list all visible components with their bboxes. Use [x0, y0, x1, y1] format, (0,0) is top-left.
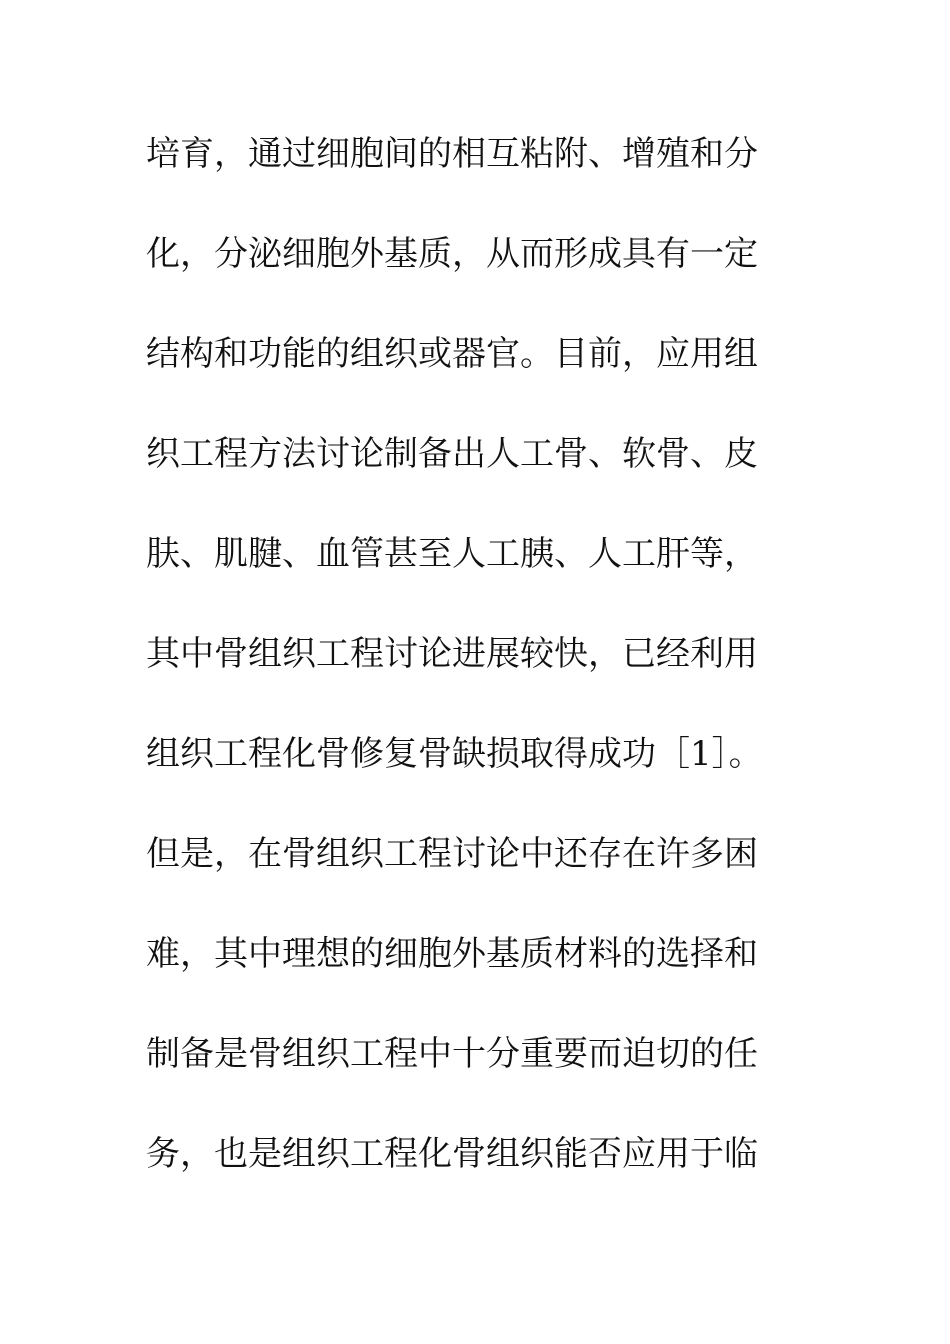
- text-line: 组织工程化骨修复骨缺损取得成功［1］。: [146, 734, 763, 774]
- text-line: 其中骨组织工程讨论进展较快，已经利用: [146, 634, 758, 674]
- text-line: 结构和功能的组织或器官。目前，应用组: [146, 334, 758, 374]
- body-text: [146, 123, 786, 1223]
- text-line: 培育，通过细胞间的相互粘附、增殖和分: [146, 134, 758, 174]
- text-line: 制备是骨组织工程中十分重要而迫切的任: [146, 1034, 758, 1074]
- text-line: 肤、肌腱、血管甚至人工胰、人工肝等，: [146, 534, 758, 574]
- text-line: 但是，在骨组织工程讨论中还存在许多困: [146, 834, 758, 874]
- text-line: 化，分泌细胞外基质，从而形成具有一定: [146, 234, 758, 274]
- text-line: 难，其中理想的细胞外基质材料的选择和: [146, 934, 758, 974]
- text-line: 织工程方法讨论制备出人工骨、软骨、皮: [146, 434, 758, 474]
- text-line: 务，也是组织工程化骨组织能否应用于临: [146, 1134, 758, 1174]
